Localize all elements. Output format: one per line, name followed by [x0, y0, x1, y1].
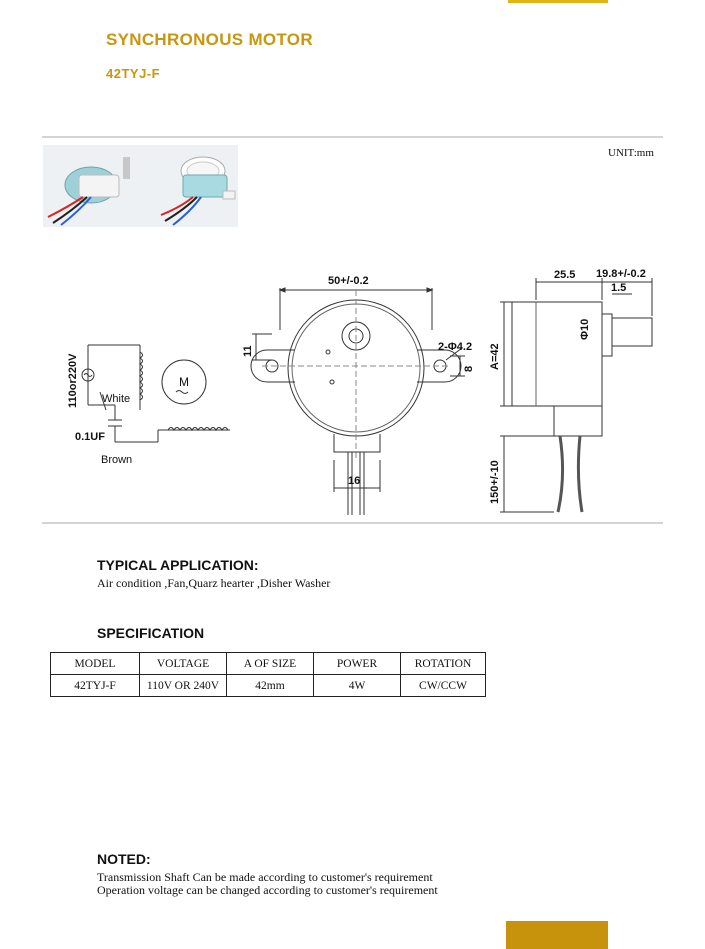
header-cell: A OF SIZE [227, 653, 314, 675]
header-cell: MODEL [51, 653, 140, 675]
lead-length-dimension: 150+/-10 [489, 460, 501, 504]
header-cell: POWER [314, 653, 401, 675]
table-header-row [51, 653, 486, 675]
capacitor-label: 0.1UF [75, 431, 105, 443]
technical-drawing [40, 260, 670, 525]
shaft-length-dimension: 19.8+/-0.2 [596, 268, 646, 280]
brown-wire-label: Brown [101, 454, 133, 466]
application-heading: TYPICAL APPLICATION: [97, 557, 259, 573]
front-width-dimension: 50+/-0.2 [328, 275, 369, 287]
top-accent-bar [508, 0, 608, 3]
specification-table [50, 652, 486, 697]
ear-height-dimension: 8 [463, 365, 475, 372]
divider-top [42, 136, 663, 138]
note-line: Operation voltage can be changed according to customer's requirement [97, 883, 438, 897]
table-row [51, 675, 486, 697]
voltage-label: 110or220V [67, 353, 79, 408]
boss-width-dimension: 16 [348, 475, 361, 487]
step-dimension: 1.5 [611, 282, 627, 294]
depth-dimension: 25.5 [554, 269, 576, 281]
mount-hole-dimension: 2-Φ4.2 [438, 341, 473, 353]
page-title: SYNCHRONOUS MOTOR [106, 30, 313, 49]
size-dimension: A=42 [489, 343, 501, 370]
product-photo [43, 145, 238, 227]
specification-heading: SPECIFICATION [97, 625, 205, 641]
note-line: Transmission Shaft Can be made according to customer's requirement [97, 870, 433, 884]
application-text: Air condition ,Fan,Quarz hearter ,Disher Washer [97, 576, 331, 590]
table-cell: CW/CCW [401, 675, 486, 697]
model-code: 42TYJ-F [106, 66, 161, 81]
header-cell: VOLTAGE [140, 653, 227, 675]
header-cell: ROTATION [401, 653, 486, 675]
noted-heading: NOTED: [97, 851, 151, 867]
white-wire-label: White [102, 393, 131, 405]
unit-label: UNIT:mm [608, 147, 654, 159]
bottom-accent-bar [506, 921, 608, 949]
table-cell: 42mm [227, 675, 314, 697]
motor-symbol-label: M [179, 375, 189, 389]
divider-bottom [42, 522, 663, 524]
ear-dimension: 11 [242, 345, 254, 357]
table-cell: 4W [314, 675, 401, 697]
table-cell: 110V OR 240V [140, 675, 227, 697]
table-cell: 42TYJ-F [51, 675, 140, 697]
shaft-diameter-dimension: Φ10 [579, 318, 591, 340]
